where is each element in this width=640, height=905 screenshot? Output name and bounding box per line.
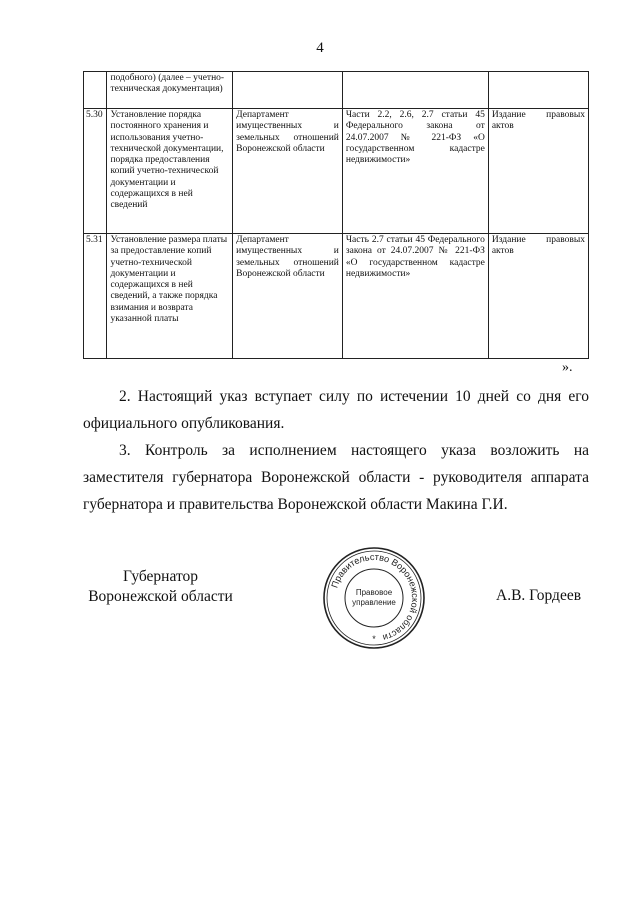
- stamp-inner-line-1: Правовое: [355, 588, 393, 597]
- legal-basis-cell: Части 2.2, 2.6, 2.7 статьи 45 Федерального закона от 24.07.2007 № 221-ФЗ «О государственном кадастре недвижимости»: [342, 109, 488, 234]
- table-row: [84, 234, 589, 359]
- signatory-title-line-1: Губернатор: [122, 568, 199, 585]
- official-stamp: [321, 545, 427, 651]
- form-cell: Издание правовых актов: [488, 109, 588, 234]
- paragraph-2-line-1: 2. Настоящий указ вступает силу по истечении 10 дней со дня его: [119, 388, 589, 405]
- form-cell: Издание правовых актов: [488, 234, 588, 359]
- power-name-cell: Установление размера платы за предоставление копий учетно-технической документации и содержащихся в ней сведений, а также порядка взимания и возврата указанной платы: [107, 234, 233, 359]
- row-number-cell: 5.31: [84, 234, 107, 359]
- paragraph-3-line-2: заместителя губернатора Воронежской области - руководителя аппарата: [83, 469, 589, 486]
- row-number-cell: 5.30: [84, 109, 107, 234]
- department-cell: Департамент имущественных и земельных отношений Воронежской области: [233, 109, 343, 234]
- paragraph-3-line-1: 3. Контроль за исполнением настоящего указа возложить на: [119, 442, 589, 459]
- competency-table: [83, 71, 589, 359]
- signatory-title-line-2: Воронежской области: [88, 588, 233, 605]
- stamp-outer-text: Правительство Воронежской области: [329, 551, 421, 643]
- row-number-cell: [84, 72, 107, 109]
- table-row: [84, 109, 589, 234]
- department-cell: [233, 72, 343, 109]
- page-number: 4: [316, 40, 324, 56]
- stamp-seal-icon: [321, 545, 427, 651]
- stamp-inner-line-2: управление: [352, 598, 396, 607]
- table-row: [84, 72, 589, 109]
- signatory-title: [83, 567, 238, 607]
- legal-basis-cell: [342, 72, 488, 109]
- power-name-cell: подобного) (далее – учетно-техническая документация): [107, 72, 233, 109]
- department-cell: Департамент имущественных и земельных отношений Воронежской области: [233, 234, 343, 359]
- legal-basis-cell: Часть 2.7 статьи 45 Федерального закона от 24.07.2007 № 221-ФЗ «О государственном кадастре недвижимости»: [342, 234, 488, 359]
- paragraph-3-line-3: губернатора и правительства Воронежской области Макина Г.И.: [83, 496, 508, 513]
- stamp-star: *: [372, 634, 376, 644]
- closing-quote: ».: [562, 360, 573, 375]
- paragraph-2-line-2: официального опубликования.: [83, 415, 285, 432]
- power-name-cell: Установление порядка постоянного хранения и использования учетно-технической документации, порядка предоставления копий учетно-технической документации и содержащихся в ней сведений: [107, 109, 233, 234]
- signatory-name: А.В. Гордеев: [496, 587, 582, 604]
- form-cell: [488, 72, 588, 109]
